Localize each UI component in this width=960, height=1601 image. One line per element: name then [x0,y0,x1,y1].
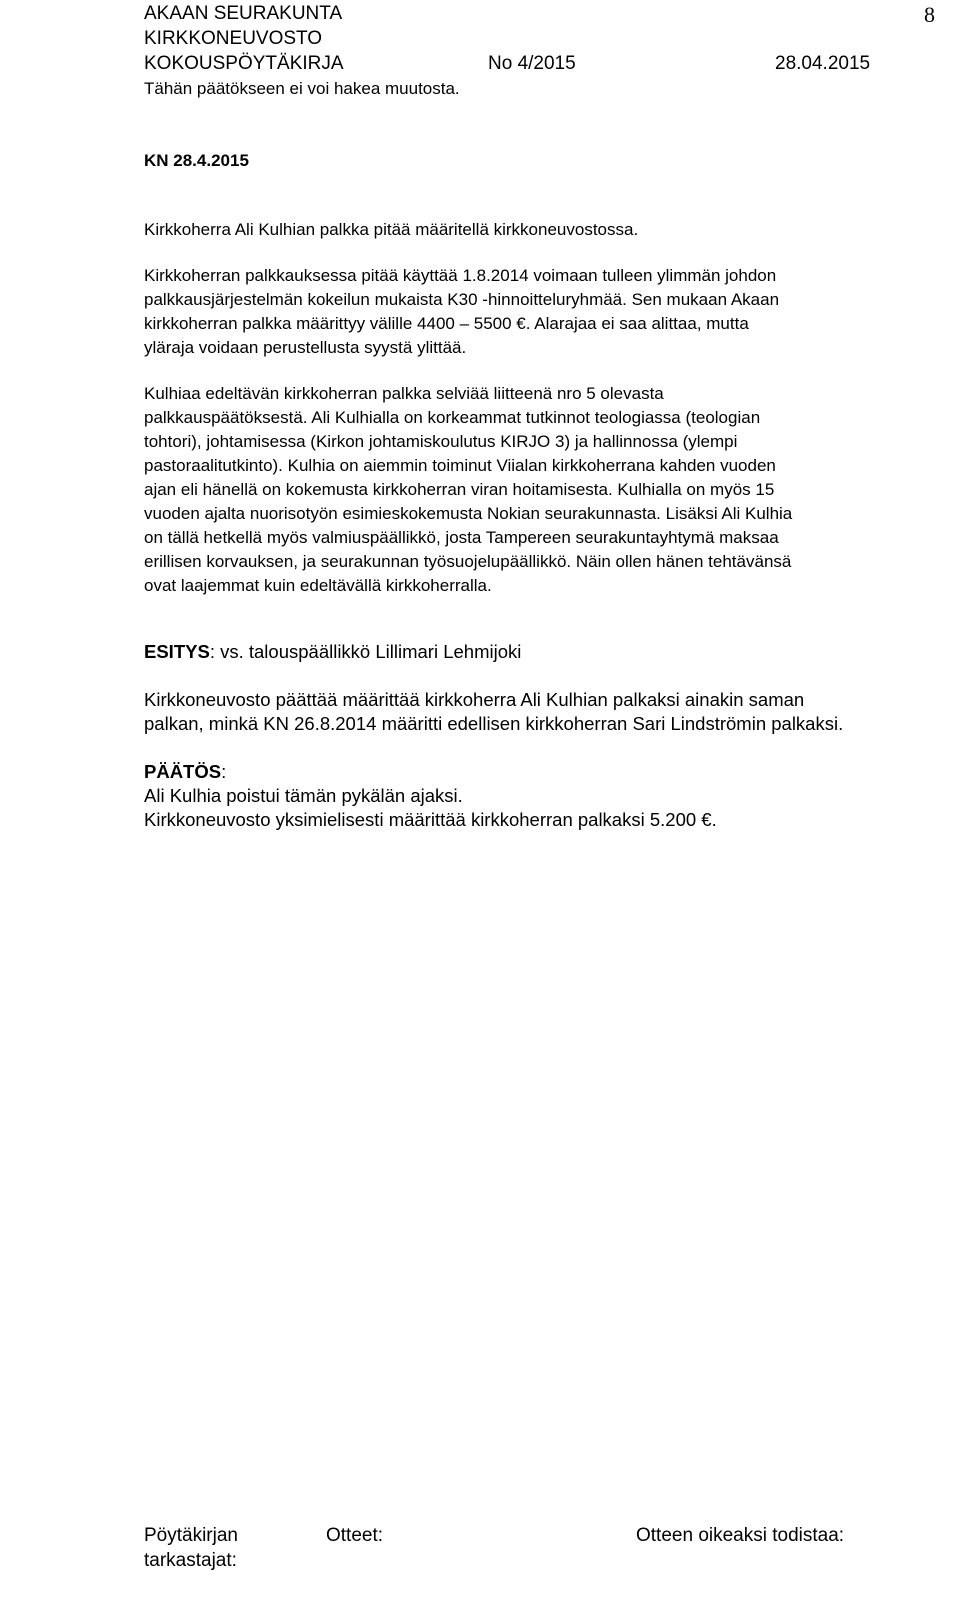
footer-reviewers-label-2: tarkastajat: [144,1550,237,1571]
paragraph-2-line: kirkkoherran palkka määrittyy välille 4400 – 5500 €. Alarajaa ei saa alittaa, mutta [144,314,749,333]
decision-line: Kirkkoneuvosto yksimielisesti määrittää kirkkoherran palkaksi 5.200 €. [144,809,717,830]
document-type: KOKOUSPÖYTÄKIRJA [144,53,344,74]
appeal-note: Tähän päätökseen ei voi hakea muutosta. [144,79,460,98]
footer-reviewers-label-1: Pöytäkirjan [144,1525,238,1546]
decision-label: PÄÄTÖS [144,761,222,782]
paragraph-3-line: on tällä hetkellä myös valmiuspäällikkö, josta Tampereen seurakuntayhtymä maksaa [144,528,779,547]
decision-colon: : [221,761,227,782]
paragraph-2-line: palkkausjärjestelmän kokeilun mukaista K30 -hinnoitteluryhmää. Sen mukaan Akaan [144,290,780,309]
org-name: AKAAN SEURAKUNTA [144,3,343,24]
document-date: 28.04.2015 [775,53,871,74]
footer-extracts-label: Otteet: [326,1525,384,1546]
decision-heading [144,760,226,784]
paragraph-3-line: palkkauspäätöksestä. Ali Kulhialla on korkeammat tutkinnot teologiassa (teologian [144,408,761,427]
paragraph-3-line: ovat laajemmat kuin edeltävällä kirkkoherralla. [144,576,492,595]
paragraph-2-line: yläraja voidaan perustellusta syystä ylittää. [144,338,467,357]
document-number: No 4/2015 [488,53,576,74]
proposal-line: palkan, minkä KN 26.8.2014 määritti edellisen kirkkoherran Sari Lindströmin palkaksi. [144,713,844,734]
proposal-line: Kirkkoneuvosto päättää määrittää kirkkoherra Ali Kulhian palkaksi ainakin saman [144,689,805,710]
paragraph-1: Kirkkoherra Ali Kulhian palkka pitää määritellä kirkkoneuvostossa. [144,220,639,239]
proposal-heading [144,640,521,664]
paragraph-3-line: tohtori), johtamisessa (Kirkon johtamiskoulutus KIRJO 3) ja hallinnossa (ylempi [144,432,738,451]
footer-certified-label: Otteen oikeaksi todistaa: [636,1525,845,1546]
paragraph-2-line: Kirkkoherran palkkauksessa pitää käyttää 1.8.2014 voimaan tulleen ylimmän johdon [144,266,777,285]
proposal-presenter: : vs. talouspäällikkö Lillimari Lehmijoki [209,641,522,662]
paragraph-3-line: vuoden ajalta nuorisotyön esimieskokemusta Nokian seurakunnasta. Lisäksi Ali Kulhia [144,504,793,523]
paragraph-3-line: ajan eli hänellä on kokemusta kirkkoherran viran hoitamisesta. Kulhialla on myös 15 [144,480,775,499]
proposal-label: ESITYS [144,641,210,662]
paragraph-3-line: pastoraalitutkinto). Kulhia on aiemmin toiminut Viialan kirkkoherrana kahden vuoden [144,456,776,475]
paragraph-3-line: erillisen korvauksen, ja seurakunnan työsuojelupäällikkö. Näin ollen hänen tehtävänsä [144,552,792,571]
body-name: KIRKKONEUVOSTO [144,28,323,49]
decision-line: Ali Kulhia poistui tämän pykälän ajaksi. [144,785,463,806]
page-number: 8 [924,2,935,27]
section-heading: KN 28.4.2015 [144,151,249,170]
paragraph-3-line: Kulhiaa edeltävän kirkkoherran palkka selviää liitteenä nro 5 olevasta [144,384,664,403]
